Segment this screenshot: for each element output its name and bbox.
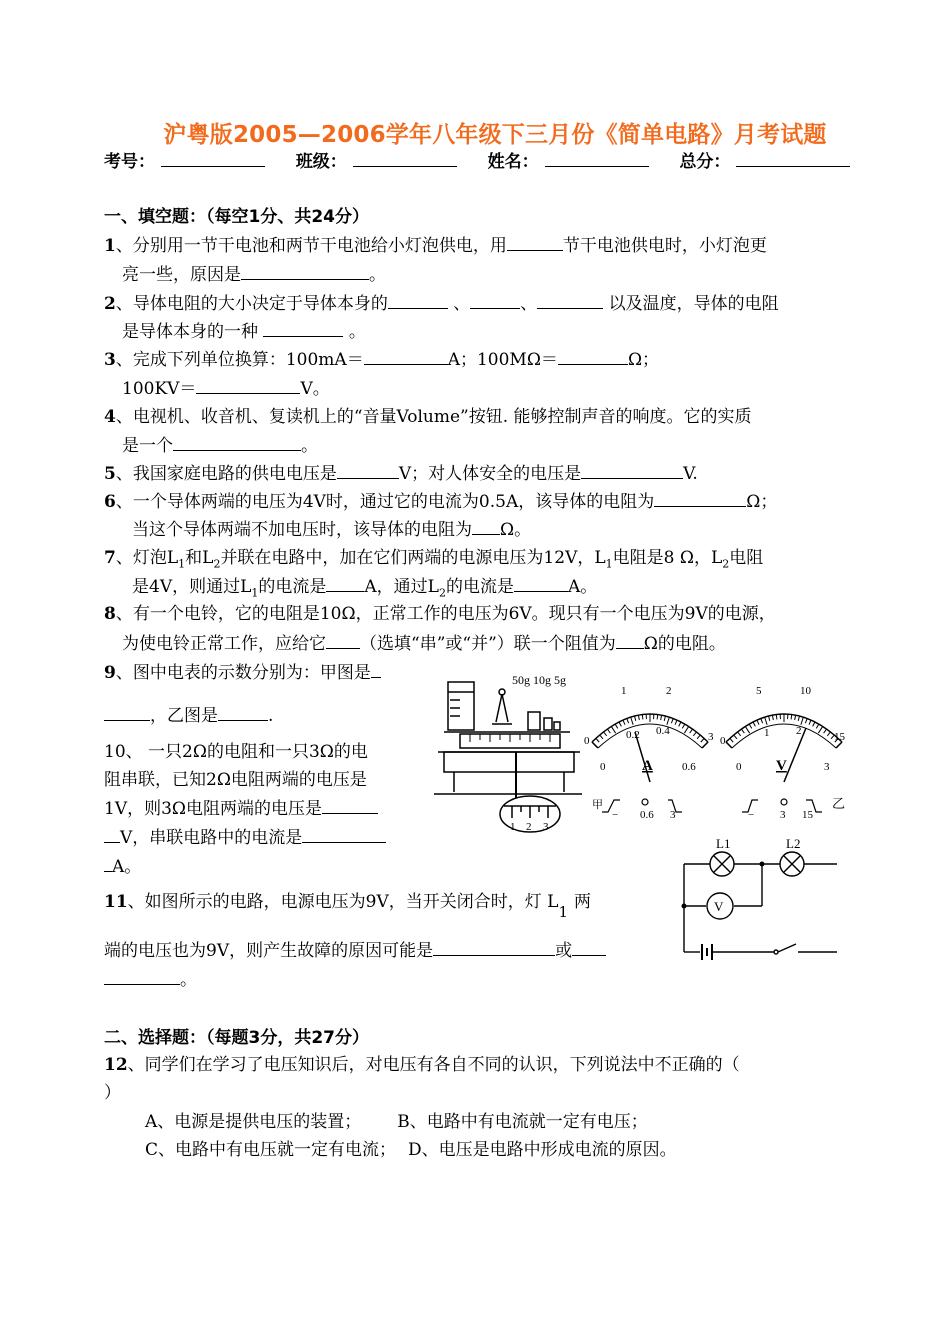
voltmeter-outer-0: 0 (720, 735, 726, 747)
voltmeter-terminal-3: 3 (780, 809, 786, 821)
q10-line4: V，串联电路中的电流是 (104, 826, 386, 849)
q2-line2: 是导体本身的一种 。 (122, 322, 366, 342)
q12-line1: 12、同学们在学习了电压知识后，对电压有各自不同的认识，下列说法中不正确的（ (104, 1055, 740, 1075)
dial-tick (638, 715, 639, 720)
ruler-tick-3: 3 (543, 821, 549, 833)
voltmeter-label: 乙 (832, 796, 846, 811)
q8-line1: 8、有一个电铃，它的电阻是10Ω，正常工作的电压为6V。现只有一个电压为9V的电源， (104, 604, 776, 624)
dial-tick (769, 716, 770, 721)
dial-tick (690, 729, 693, 733)
dial-tick (592, 742, 598, 748)
voltmeter-outer-15: 15 (834, 731, 845, 743)
dial-tick (765, 717, 767, 725)
info-line (104, 150, 856, 173)
ammeter-terminal-minus: − (612, 809, 619, 821)
dial-tick (657, 714, 658, 719)
dial-tick (661, 715, 662, 720)
ammeter-symbol: A (642, 758, 653, 774)
weights-label: 50g 10g 5g (512, 673, 566, 687)
option-d[interactable]: D、电压是电路中形成电流的原因。 (408, 1140, 677, 1160)
voltmeter-inner-3: 3 (824, 761, 830, 773)
dial-tick (607, 729, 610, 733)
dial-tick (738, 732, 741, 736)
ammeter-outer-1: 1 (621, 685, 627, 697)
q12-options-row2 (145, 1139, 677, 1161)
class-field[interactable] (353, 150, 457, 167)
dial-tick (824, 729, 827, 733)
dial-tick (697, 735, 700, 739)
dial-tick (757, 720, 759, 725)
q11-line1: 11、如图所示的电路，电源电压为9V，当开关闭合时，灯 $L_1$两 (104, 892, 592, 922)
dial-tick (671, 718, 673, 723)
q9-line1: 9、图中电表的示数分别为：甲图是 (104, 661, 381, 684)
voltmeter-inner-2: 2 (796, 725, 802, 737)
dial-tick (623, 720, 625, 725)
dial-tick (642, 714, 643, 719)
q10-line5: A。 (104, 855, 141, 878)
option-a[interactable]: A、电源是提供电压的装置； (145, 1112, 362, 1132)
dial-tick (619, 722, 621, 726)
exam-no-label: 考号： (104, 152, 155, 172)
ammeter-outer-3: 3 (708, 731, 714, 743)
dial-tick (596, 738, 599, 742)
q7-line2: 是4V，则通过$L_1$的电流是 A，通过$L_2$的电流是 A。 (132, 577, 598, 600)
voltmeter-inner-0: 0 (736, 761, 742, 773)
q3-line1: 3、完成下列单位换算：100mA＝ A；100MΩ＝ Ω； (104, 350, 660, 370)
dial-tick (734, 735, 737, 739)
q9-line2: ，乙图是 . (104, 704, 273, 727)
dial-tick (791, 714, 792, 719)
option-b[interactable]: B、电路中有电流就一定有电压； (397, 1112, 648, 1132)
dial-tick (745, 726, 749, 733)
dial-tick (818, 726, 822, 733)
q6-line2: 当这个导体两端不加电压时，该导体的电阻为 Ω。 (132, 520, 532, 540)
dial-tick (635, 716, 636, 721)
voltmeter-symbol: V (776, 758, 787, 774)
option-c[interactable]: C、电路中有电压就一定有电流； (145, 1140, 397, 1160)
dial-tick (604, 732, 607, 736)
dial-tick (805, 718, 807, 723)
dial-tick (801, 717, 803, 725)
dial-tick (776, 714, 777, 719)
score-label: 总分： (679, 152, 731, 172)
ammeter-inner-04: 0.4 (656, 725, 670, 737)
q10-line2: 阻串联，已知2Ω电阻两端的电压是 (104, 770, 367, 790)
ammeter-outer-0: 0 (584, 735, 590, 747)
q8-line2: 为使电铃正常工作，应给它 （选填“串”或“并”）联一个阻值为 Ω的电阻。 (122, 634, 726, 654)
voltmeter-outer-5: 5 (756, 685, 762, 697)
circuit-figure (672, 834, 842, 968)
voltmeter-terminal-15: 15 (802, 809, 813, 821)
dial-tick (730, 738, 733, 742)
q5-line: 5、我国家庭电路的供电电压是 V；对人体安全的电压是 V. (104, 464, 698, 484)
balance-scale (434, 682, 582, 832)
name-label: 姓名： (487, 152, 539, 172)
q12-options-row1 (145, 1111, 648, 1133)
dial-tick (667, 717, 669, 725)
dial-tick (600, 735, 603, 739)
dial-tick (761, 718, 763, 723)
q1-line1: 1、分别用一节干电池和两节干电池给小灯泡供电，用 节干电池供电时，小灯泡更 (104, 236, 767, 256)
voltmeter-inner-1: 1 (764, 727, 770, 739)
voltmeter-terminal-minus: − (748, 809, 755, 821)
dial-tick (813, 722, 815, 726)
section2-heading: 二、选择题：（每题3分，共27分） (104, 1028, 369, 1048)
dial-tick (684, 726, 688, 733)
ammeter-inner-0: 0 (600, 761, 606, 773)
ammeter-terminal-3: 3 (670, 809, 676, 821)
dial-tick (753, 722, 755, 726)
dial-tick (675, 720, 677, 725)
q1-line2: 亮一些，原因是 。 (122, 265, 386, 285)
dial-tick (795, 715, 796, 720)
q11-line3: 。 (104, 968, 197, 991)
meters-figure (430, 672, 860, 838)
section1-heading: 一、填空题：（每空1分、共24分） (104, 207, 369, 227)
q12-line2: ） (104, 1083, 121, 1103)
dial-tick (611, 726, 615, 733)
lamp-l2-label: L2 (786, 836, 801, 851)
q10-line3: 1V，则3Ω电阻两端的电压是 (104, 797, 378, 820)
ammeter-outer-2: 2 (666, 685, 672, 697)
voltmeter-outer-10: 10 (800, 685, 811, 697)
score-field[interactable] (736, 150, 850, 167)
exam-no-field[interactable] (161, 150, 265, 167)
dial-tick (631, 717, 633, 725)
circuit-voltmeter-label: V (714, 899, 724, 914)
dial-tick (664, 716, 665, 721)
dial-tick (816, 724, 819, 728)
q6-line1: 6、一个导体两端的电压为4V时，通过它的电流为0.5A，该导体的电阻为 Ω； (104, 492, 778, 512)
q4-line2: 是一个 。 (122, 436, 318, 456)
q2-line1: 2、导体电阻的大小决定于导体本身的 、 、 以及温度，导体的电阻 (104, 294, 779, 314)
lamp-l1-label: L1 (716, 836, 731, 851)
ammeter-terminal-06: 0.6 (640, 809, 654, 821)
dial-tick (679, 722, 681, 726)
dial-tick (627, 718, 629, 723)
ammeter-inner-02: 0.2 (626, 729, 640, 741)
dial-tick (726, 742, 732, 748)
q4-line1: 4、电视机、收音机、复读机上的“音量Volume”按钮. 能够控制声音的响度。它的实质 (104, 407, 752, 427)
q3-line2: 100KV＝ V。 (122, 379, 330, 399)
dial-tick (693, 732, 696, 736)
ammeter-terminal-label: 甲 (592, 799, 603, 811)
dial-tick (772, 715, 773, 720)
dial-tick (749, 724, 752, 728)
dial-tick (701, 738, 704, 742)
dial-tick (615, 724, 618, 728)
q11-line2: 端的电压也为9V，则产生故障的原因可能是 或 (104, 939, 606, 962)
name-field[interactable] (545, 150, 649, 167)
q10-line1: 10、 一只2Ω的电阻和一只3Ω的电 (104, 742, 368, 762)
dial-tick (682, 724, 685, 728)
q7-line1: 7、灯泡$L_1$和$L_2$并联在电路中，加在它们两端的电源电压为12V，$L_1$电阻是8 Ω，$L_2$电阻 (104, 548, 764, 571)
dial-tick (741, 729, 744, 733)
ruler-tick-2: 2 (526, 821, 532, 833)
dial-tick (809, 720, 811, 725)
dial-tick (798, 716, 799, 721)
exam-title: 沪粤版2005—2006学年八年级下三月份《简单电路》月考试题 (163, 122, 827, 148)
ammeter-inner-06: 0.6 (682, 761, 696, 773)
class-label: 班级： (295, 152, 347, 172)
dial-tick (827, 732, 830, 736)
ruler-tick-1: 1 (510, 821, 516, 833)
